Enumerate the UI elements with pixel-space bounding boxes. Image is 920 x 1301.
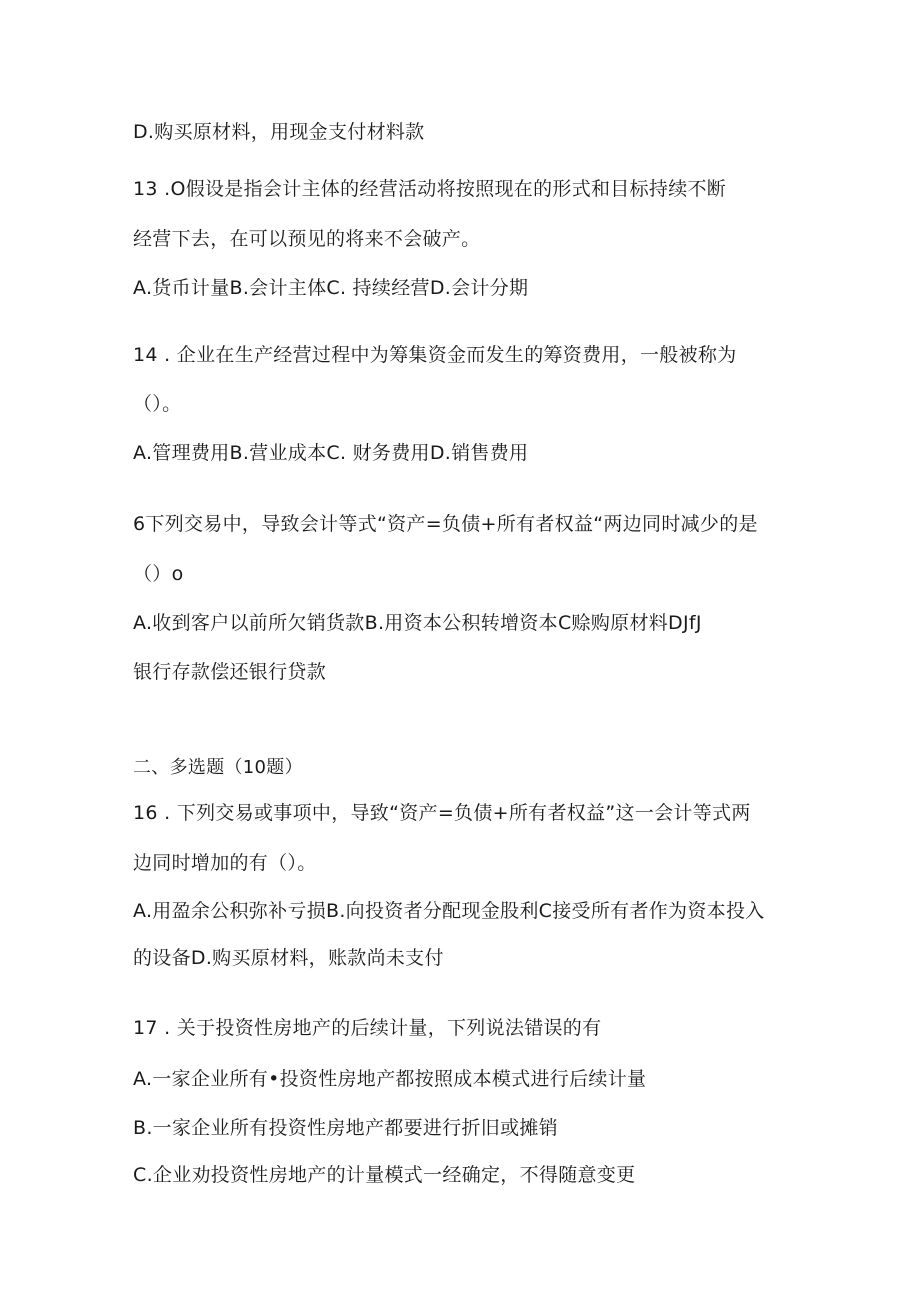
question-15-text-continued: （）o <box>133 563 184 585</box>
question-15-options-continued: 银行存款偿还银行贷款 <box>133 661 327 683</box>
question-16-text: 16 . 下列交易或事项中，导致“资产=负债+所有者权益”这一会计等式两 <box>133 802 751 824</box>
question-16-text-continued: 边同时增加的有（）。 <box>133 852 317 874</box>
question-16-options-continued: 的设备D.购买原材料，账款尚未支付 <box>133 947 444 969</box>
question-13-text-continued: 经营下去，在可以预见的将来不会破产。 <box>133 228 481 250</box>
question-17-option-c: C.企业劝投资性房地产的计量模式一经确定，不得随意变更 <box>133 1164 636 1186</box>
question-14-options: A.管理费用B.营业成本C. 财务费用D.销售费用 <box>133 442 529 464</box>
question-13-options: A.货币计量B.会计主体C. 持续经营D.会计分期 <box>133 277 529 299</box>
section-title-multiple-choice: 二、多选题（10题） <box>133 757 303 778</box>
question-14-text: 14 . 企业在生产经营过程中为筹集资金而发生的筹资费用，一般被称为 <box>133 344 737 366</box>
question-15-text: 6下列交易中，导致会计等式“资产=负债+所有者权益“两边同时减少的是 <box>133 513 758 535</box>
option-line-q12-d: D.购买原材料，用现金支付材料款 <box>133 121 425 143</box>
question-16-options: A.用盈余公积弥补亏损B.向投资者分配现金股利C接受所有者作为资本投入 <box>133 900 765 922</box>
question-14-text-continued: （）。 <box>133 393 182 415</box>
question-13-text: 13 .O假设是指会计主体的经营活动将按照现在的形式和目标持续不断 <box>133 178 727 200</box>
question-17-text: 17 . 关于投资性房地产的后续计量，下列说法错误的有 <box>133 1017 602 1039</box>
question-15-options: A.收到客户以前所欠销货款B.用资本公积转增资本C赊购原材料DJfJ <box>133 612 702 634</box>
question-17-option-b: B.一家企业所有投资性房地产都要进行折旧或摊销 <box>133 1117 558 1139</box>
question-17-option-a: A.一家企业所有•投资性房地产都按照成本模式进行后续计量 <box>133 1068 647 1090</box>
